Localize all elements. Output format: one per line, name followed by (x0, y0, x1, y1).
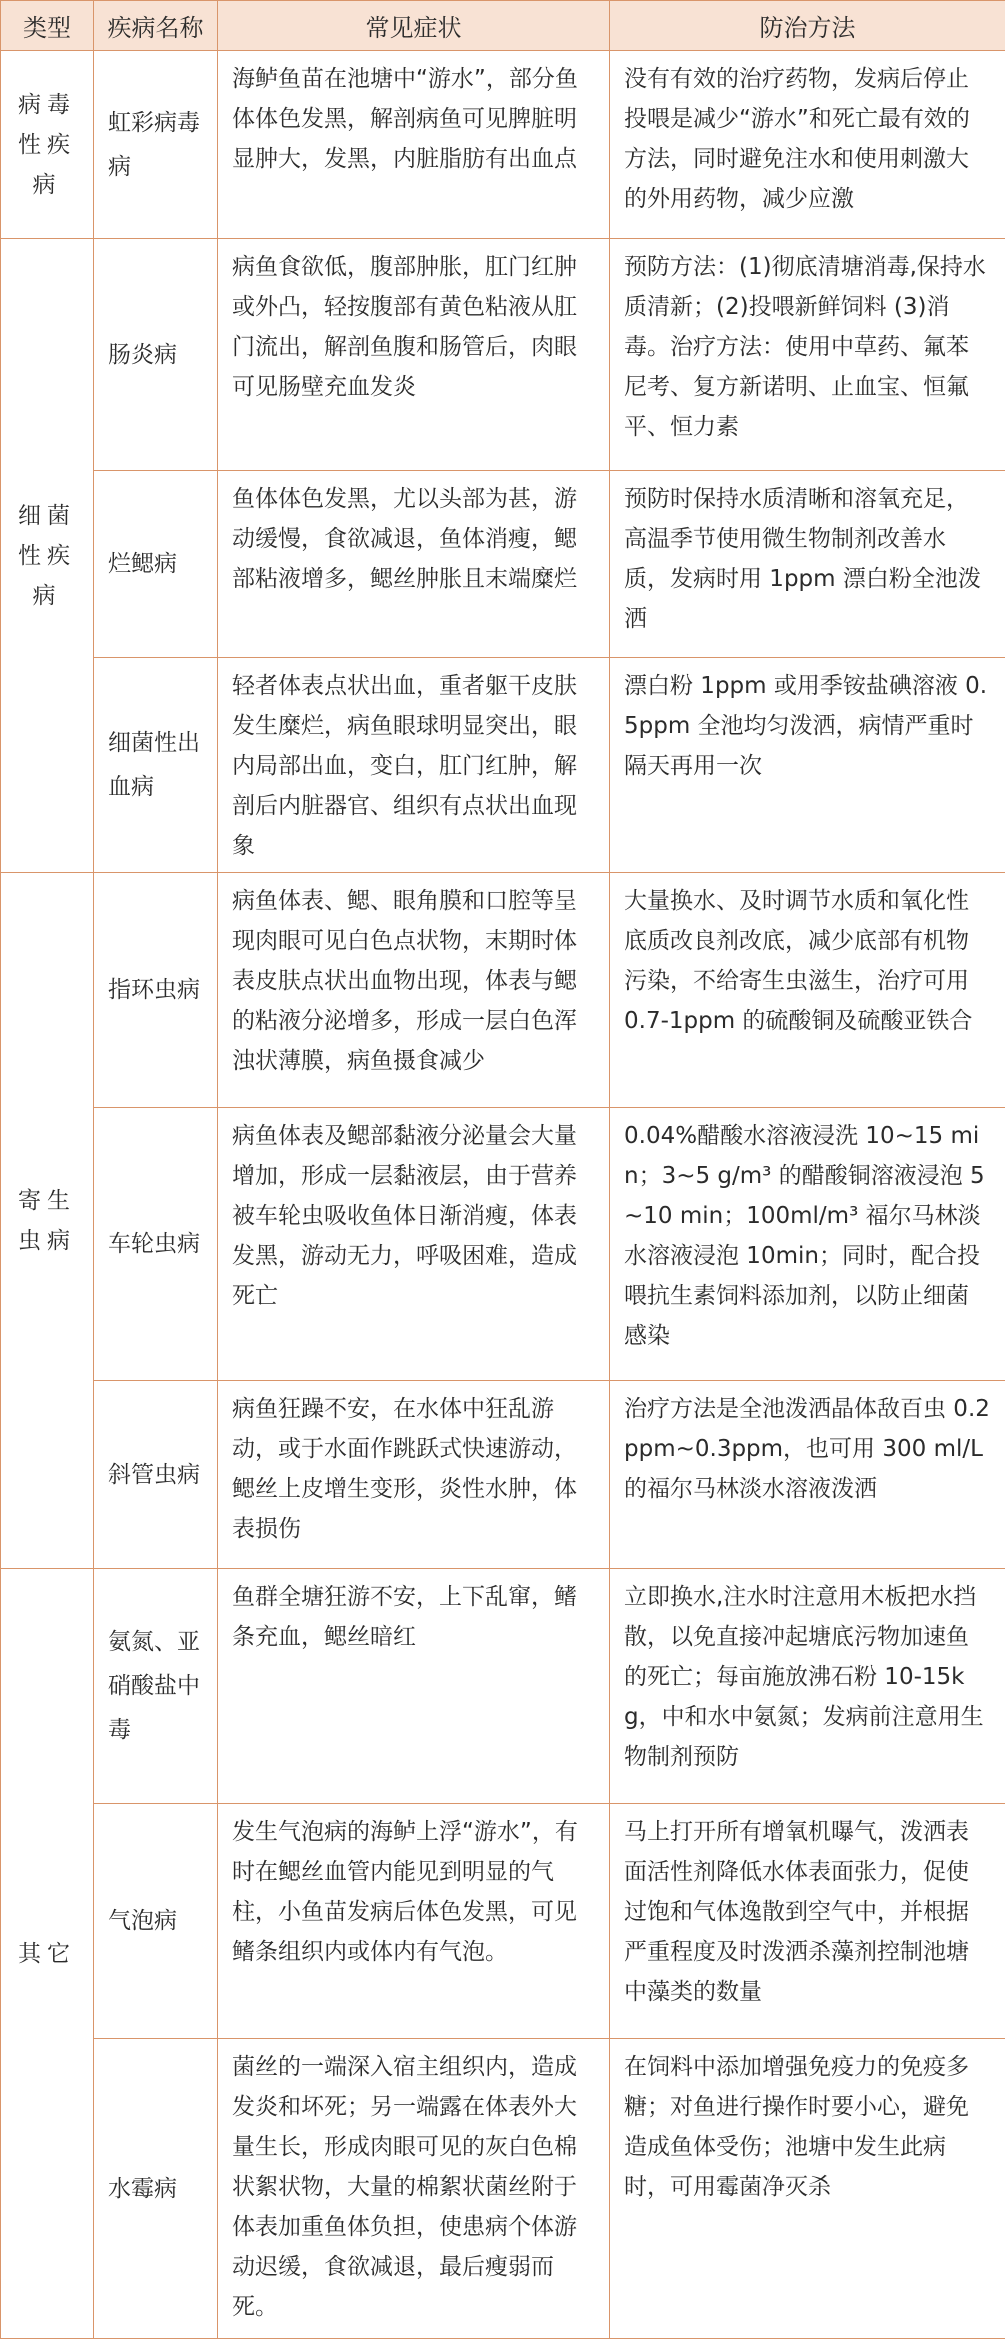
table-row (1, 2039, 1005, 2339)
disease-name: 斜管虫病 (94, 1381, 218, 1569)
symptoms-cell: 轻者体表点状出血，重者躯干皮肤发生糜烂，病鱼眼球明显突出，眼内局部出血，变白，肛门红肿，解剖后内脏器官、组织有点状出血现象 (218, 658, 610, 873)
table-row (1, 873, 1005, 1108)
symptoms-cell: 病鱼体表、鳃、眼角膜和口腔等呈现肉眼可见白色点状物，末期时体表皮肤点状出血物出现，体表与鳃的粘液分泌增多，形成一层白色浑浊状薄膜，病鱼摄食减少 (218, 873, 610, 1108)
disease-name: 车轮虫病 (94, 1108, 218, 1381)
symptoms-cell: 病鱼体表及鳃部黏液分泌量会大量增加，形成一层黏液层，由于营养被车轮虫吸收鱼体日渐消瘦，体表发黑，游动无力，呼吸困难，造成死亡 (218, 1108, 610, 1381)
table-row (1, 1804, 1005, 2039)
treatment-cell: 大量换水、及时调节水质和氧化性底质改良剂改底，减少底部有机物污染，不给寄生虫滋生，治疗可用 0.7-1ppm 的硫酸铜及硫酸亚铁合 (610, 873, 1005, 1108)
header-disease-name: 疾病名称 (94, 1, 218, 51)
group-parasitic: 寄生虫病 (1, 873, 94, 1569)
symptoms-cell: 发生气泡病的海鲈上浮“游水”，有时在鳃丝血管内能见到明显的气柱，小鱼苗发病后体色发黑，可见鳍条组织内或体内有气泡。 (218, 1804, 610, 2039)
disease-name: 气泡病 (94, 1804, 218, 2039)
group-bacterial: 细菌性疾病 (1, 239, 94, 873)
symptoms-cell: 海鲈鱼苗在池塘中“游水”，部分鱼体体色发黑，解剖病鱼可见脾脏明显肿大，发黑，内脏脂肪有出血点 (218, 51, 610, 239)
treatment-cell: 预防时保持水质清晰和溶氧充足，高温季节使用微生物制剂改善水质，发病时用 1ppm 漂白粉全池泼洒 (610, 471, 1005, 658)
symptoms-cell: 病鱼食欲低，腹部肿胀，肛门红肿或外凸，轻按腹部有黄色粘液从肛门流出，解剖鱼腹和肠管后，肉眼可见肠壁充血发炎 (218, 239, 610, 471)
disease-name: 虹彩病毒病 (94, 51, 218, 239)
header-type: 类型 (1, 1, 94, 51)
table-row (1, 1108, 1005, 1381)
symptoms-cell: 病鱼狂躁不安，在水体中狂乱游动，或于水面作跳跃式快速游动，鳃丝上皮增生变形，炎性水肿，体表损伤 (218, 1381, 610, 1569)
table-header-row (1, 1, 1005, 51)
group-other: 其它 (1, 1569, 94, 2339)
table-row (1, 239, 1005, 471)
disease-name: 细菌性出血病 (94, 658, 218, 873)
header-symptoms: 常见症状 (218, 1, 610, 51)
treatment-cell: 在饲料中添加增强免疫力的免疫多糖；对鱼进行操作时要小心，避免造成鱼体受伤；池塘中发生此病时，可用霉菌净灭杀 (610, 2039, 1005, 2339)
disease-name: 指环虫病 (94, 873, 218, 1108)
table-row (1, 51, 1005, 239)
treatment-cell: 治疗方法是全池泼洒晶体敌百虫 0.2ppm~0.3ppm，也可用 300 ml/L 的福尔马林淡水溶液泼洒 (610, 1381, 1005, 1569)
treatment-cell: 马上打开所有增氧机曝气，泼洒表面活性剂降低水体表面张力，促使过饱和气体逸散到空气中，并根据严重程度及时泼洒杀藻剂控制池塘中藻类的数量 (610, 1804, 1005, 2039)
table-row (1, 471, 1005, 658)
table-row (1, 658, 1005, 873)
group-viral: 病毒性疾病 (1, 51, 94, 239)
table-row (1, 1569, 1005, 1804)
symptoms-cell: 鱼群全塘狂游不安，上下乱窜，鳍条充血，鳃丝暗红 (218, 1569, 610, 1804)
table-row (1, 1381, 1005, 1569)
disease-name: 水霉病 (94, 2039, 218, 2339)
disease-name: 肠炎病 (94, 239, 218, 471)
treatment-cell: 漂白粉 1ppm 或用季铵盐碘溶液 0.5ppm 全池均匀泼洒，病情严重时隔天再用一次 (610, 658, 1005, 873)
treatment-cell: 0.04%醋酸水溶液浸洗 10~15 min；3~5 g/m³ 的醋酸铜溶液浸泡 5~10 min；100ml/m³ 福尔马林淡水溶液浸泡 10min；同时，配合投喂抗生素饲料添加剂，以防止细菌感染 (610, 1108, 1005, 1381)
treatment-cell: 立即换水,注水时注意用木板把水挡散，以免直接冲起塘底污物加速鱼的死亡；每亩施放沸石粉 10-15kg，中和水中氨氮；发病前注意用生物制剂预防 (610, 1569, 1005, 1804)
symptoms-cell: 菌丝的一端深入宿主组织内，造成发炎和坏死；另一端露在体表外大量生长，形成肉眼可见的灰白色棉状絮状物，大量的棉絮状菌丝附于体表加重鱼体负担，使患病个体游动迟缓，食欲减退，最后瘦弱而死。 (218, 2039, 610, 2339)
header-treatment: 防治方法 (610, 1, 1005, 51)
disease-name: 烂鳃病 (94, 471, 218, 658)
symptoms-cell: 鱼体体色发黑，尤以头部为甚，游动缓慢，食欲减退，鱼体消瘦，鳃部粘液增多，鳃丝肿胀且末端糜烂 (218, 471, 610, 658)
disease-name: 氨氮、亚硝酸盐中毒 (94, 1569, 218, 1804)
treatment-cell: 没有有效的治疗药物，发病后停止投喂是减少“游水”和死亡最有效的方法，同时避免注水和使用刺激大的外用药物，减少应激 (610, 51, 1005, 239)
treatment-cell: 预防方法：(1)彻底清塘消毒,保持水质清新；(2)投喂新鲜饲料 (3)消毒。治疗方法：使用中草药、氟苯尼考、复方新诺明、止血宝、恒氟平、恒力素 (610, 239, 1005, 471)
